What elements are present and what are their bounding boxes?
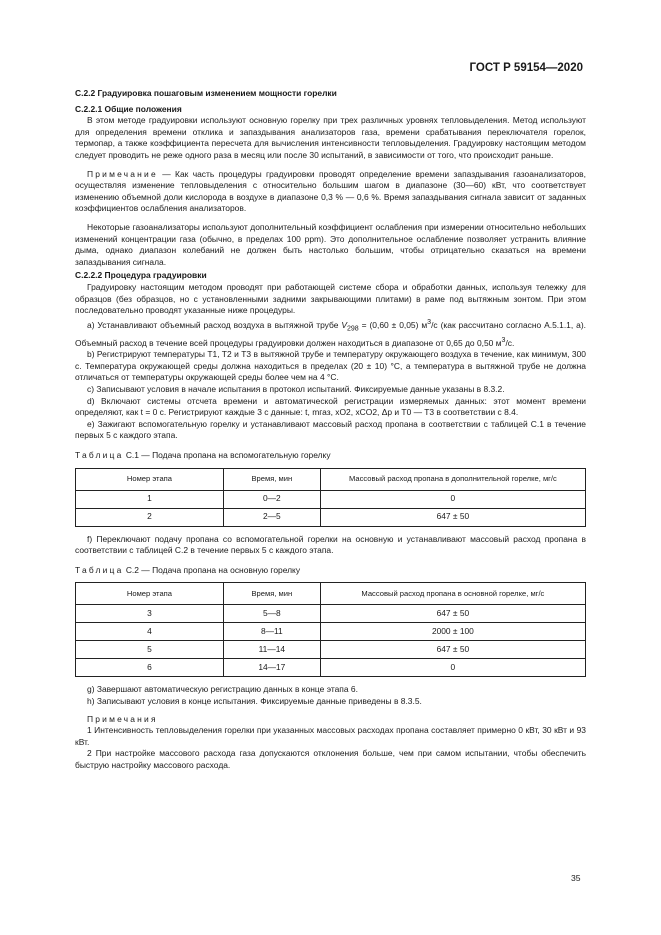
table-2-caption: [75, 565, 586, 577]
table-1-caption-label: Таблица: [75, 449, 124, 460]
table-header-cell: Номер этапа: [76, 468, 224, 490]
section-heading-c221: С.2.2.1 Общие положения: [75, 103, 182, 114]
table-row: [76, 605, 586, 623]
paragraph-analyzers: Некоторые газоанализаторы используют дополнительный коэффициент ослабления при измерении относительно небольших изменений концентрации газа (обычно, в пределах 100 ppm). Это дополнительное ослабление позволяет устранить влияние дыма, однако диапазон колебаний не должен быть настолько большим, чтобы отрицательно сказаться на времени запаздывания сигнала.: [75, 221, 586, 267]
step-a-symbol: V: [341, 319, 347, 330]
table-cell: 2000 ± 100: [320, 623, 585, 641]
section-heading-c222: С.2.2.2 Процедура градуировки: [75, 270, 207, 281]
table-row: [76, 490, 586, 508]
table-row: [76, 623, 586, 641]
table-cell: 3: [76, 605, 224, 623]
table-header-cell: Массовый расход пропана в основной горелке, мг/с: [320, 583, 585, 605]
note-paragraph: [75, 169, 586, 215]
table-2-caption-text: С.2 — Подача пропана на основную горелку: [123, 564, 301, 575]
table-cell: 647 ± 50: [320, 641, 585, 659]
step-b: b) Регистрируют температуры T1, T2 и T3 в вытяжной трубе и температуру окружающего воздуха в течение, как минимум, 300 с. Температура окружающей среды должна находиться в пределах (20 ± 10) °С, а температура в вытяжной трубе не должна отличаться от температуры окружающей среды более чем на 4 °С.: [75, 349, 586, 383]
table-1-caption-text: С.1 — Подача пропана на вспомогательную горелку: [123, 449, 331, 460]
table-cell: 2: [76, 508, 224, 526]
table-header-cell: Время, мин: [223, 583, 320, 605]
table-header-row: [76, 468, 586, 490]
step-a-text-4: /с.: [505, 337, 515, 348]
step-a-subscript: 298: [346, 325, 359, 333]
step-a: [75, 317, 586, 350]
paragraph-procedure: Градуировку настоящим методом проводят при работающей системе сбора и обработки данных, используя тележку для образцов (без образцов, но с установленными задними закрывающими плитами) в раме под вытяжным зонтом. При этом последовательно проводят указанные ниже процедуры.: [75, 281, 586, 316]
table-row: [76, 508, 586, 526]
table-cell: 0—2: [223, 490, 320, 508]
table-cell: 647 ± 50: [320, 605, 585, 623]
table-cell: 2—5: [223, 508, 320, 526]
step-e: е) Зажигают вспомогательную горелку и устанавливают массовый расход пропана в соответствии с таблицей С.1 в течение первых 5 с каждого этапа.: [75, 418, 586, 441]
table-cell: 5: [76, 641, 224, 659]
paragraph-method: В этом методе градуировки используют основную горелку при трех различных уровнях тепловыделения. Метод используют для определения времени отклика и запаздывания анализаторов газа, времени срабатывания переключателя горелок, термопар, а также коэффициента пересчета для вычисления интенсивности тепловыделения. Градуировку настоящим методом следует проводить не реже одного раза в месяц или после 30 испытаний, в зависимости от того, что происходит раньше.: [75, 115, 586, 160]
step-a-superscript: 3: [427, 318, 432, 326]
table-header-row: [76, 583, 586, 605]
document-code: ГОСТ Р 59154—2020: [469, 62, 583, 74]
table-cell: 0: [320, 490, 585, 508]
table-row: [76, 641, 586, 659]
table-cell: 4: [76, 623, 224, 641]
table-cell: 6: [76, 659, 224, 677]
table-cell: 8—11: [223, 623, 320, 641]
note-2: 2 При настройке массового расхода газа допускаются отклонения больше, чем при самом испытании, чтобы обеспечить быструю настройку массового расхода.: [75, 748, 586, 770]
notes-label: Примечания: [87, 713, 158, 724]
note-text: — Как часть процедуры градуировки проводят определение времени запаздывания газоанализаторов, осуществляя изменение тепловыделения с относительно большим шагом в диапазоне (30—60) кВт, что соответствует изменению объемной доли кислорода в воздухе в диапазоне 0,3 % — 0,6 %. Время запаздывания сигнала зависит от заданных коэффициентов ослабления анализаторов.: [75, 168, 586, 214]
step-a-superscript-2: 3: [501, 336, 506, 344]
table-cell: 14—17: [223, 659, 320, 677]
step-a-text-2: = (0,60 ± 0,05) м: [358, 319, 428, 330]
table-header-cell: Массовый расход пропана в дополнительной горелке, мг/с: [320, 468, 585, 490]
table-2: [75, 582, 586, 677]
table-cell: 0: [320, 659, 585, 677]
step-d: d) Включают системы отсчета времени и автоматической регистрации измеряемых данных: этот момент времени определяют, как t = 0 с. Регистрируют каждые 3 с данные: t, mгаз, xO2, xCO2, Δp и T0 — T3 в соответствии с 8.4.: [75, 395, 586, 418]
page-number: 35: [571, 873, 581, 883]
step-f: f) Переключают подачу пропана со вспомогательной горелки на основную и устанавливают массовый расход пропана в соответствии с таблицей С.2 в течение первых 5 с каждого этапа.: [75, 533, 586, 556]
section-heading-c22: С.2.2 Градуировка пошаговым изменением мощности горелки: [75, 88, 337, 98]
table-cell: 5—8: [223, 605, 320, 623]
step-c: с) Записывают условия в начале испытания в протокол испытаний. Фиксируемые данные указаны в 8.3.2.: [87, 383, 505, 394]
page-body: [75, 88, 586, 771]
note-label: Примечание: [87, 168, 158, 179]
step-h: h) Записывают условия в конце испытания. Фиксируемые данные приведены в 8.3.5.: [87, 695, 422, 706]
table-1: [75, 468, 586, 527]
table-cell: 1: [76, 490, 224, 508]
table-1-caption: [75, 450, 586, 462]
table-row: [76, 659, 586, 677]
table-header-cell: Время, мин: [223, 468, 320, 490]
step-a-text-3: /с (как рассчитано согласно А.5.1.1, а). Объемный расход в течение всей процедуры градуировки должен находиться в диапазоне от 0,65 до 0,50 м: [75, 319, 586, 348]
table-2-caption-label: Таблица: [75, 564, 124, 575]
table-cell: 11—14: [223, 641, 320, 659]
table-cell: 647 ± 50: [320, 508, 585, 526]
note-1: 1 Интенсивность тепловыделения горелки при указанных массовых расходах пропана составляет примерно 0 кВт, 30 кВт и 93 кВт.: [75, 725, 586, 747]
step-a-text-1: а) Устанавливают объемный расход воздуха в вытяжной трубе: [87, 319, 342, 330]
table-header-cell: Номер этапа: [76, 583, 224, 605]
step-g: g) Завершают автоматическую регистрацию данных в конце этапа 6.: [87, 684, 358, 695]
